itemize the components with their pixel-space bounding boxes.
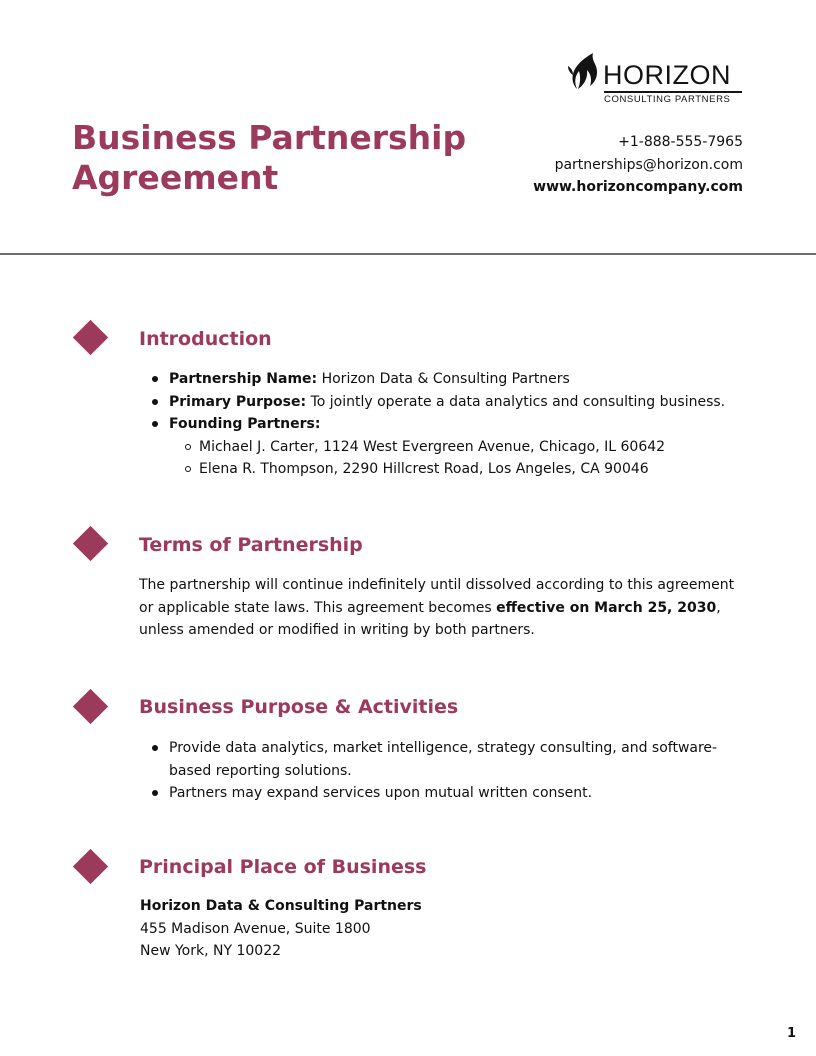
terms-paragraph: [139, 574, 737, 642]
introduction-list: [149, 368, 725, 481]
section-diamond-icon: [73, 849, 108, 884]
contact-phone: +1-888-555-7965: [618, 134, 743, 150]
business-purpose-list: [149, 737, 739, 805]
list-item: [149, 413, 725, 481]
address-street: 455 Madison Avenue, Suite 1800: [140, 920, 371, 937]
section-heading-introduction: Introduction: [139, 328, 272, 350]
flame-leaf-icon: [566, 52, 602, 92]
business-name: Horizon Data & Consulting Partners: [140, 898, 422, 914]
contact-block: [533, 131, 743, 199]
section-heading-business-purpose: Business Purpose & Activities: [139, 696, 459, 718]
list-item: Provide data analytics, market intelligence, strategy consulting, and software-based reporting solutions.: [149, 737, 739, 782]
primary-purpose-label: Primary Purpose:: [169, 393, 307, 410]
logo-underline: [604, 91, 742, 93]
founding-partners-list: [169, 436, 725, 481]
founding-partners-label: Founding Partners:: [169, 416, 321, 432]
page-number: 1: [787, 1026, 797, 1041]
logo-subtitle: CONSULTING PARTNERS: [604, 94, 731, 105]
partnership-name-label: Partnership Name:: [169, 371, 318, 387]
contact-email: partnerships@horizon.com: [554, 156, 743, 173]
founding-partner-item: Elena R. Thompson, 2290 Hillcrest Road, Los Angeles, CA 90046: [169, 458, 725, 481]
founding-partner-item: Michael J. Carter, 1124 West Evergreen Avenue, Chicago, IL 60642: [169, 436, 725, 459]
contact-website: www.horizoncompany.com: [533, 179, 743, 195]
document-title: Business Partnership Agreement: [72, 118, 467, 197]
section-heading-principal-place: Principal Place of Business: [139, 856, 427, 878]
section-diamond-icon: [73, 526, 108, 561]
company-logo: [566, 52, 744, 106]
terms-text-end: , unless amended or modified in writing by both partners.: [139, 599, 721, 638]
section-heading-terms: Terms of Partnership: [139, 534, 363, 556]
terms-effective-date: effective on March 25, 2030: [496, 599, 717, 616]
partnership-name-value: Horizon Data & Consulting Partners: [321, 371, 570, 387]
primary-purpose-value: To jointly operate a data analytics and consulting business.: [310, 393, 726, 410]
section-diamond-icon: [73, 689, 108, 724]
list-item: Partners may expand services upon mutual written consent.: [149, 782, 739, 805]
terms-text: The partnership will continue indefinitely until dissolved according to this agreement or applicable state laws. This agreement becomes: [139, 577, 735, 616]
logo-brand-name: HORIZON: [603, 60, 731, 90]
header-divider: [0, 253, 816, 255]
list-item: [149, 368, 725, 391]
address-city: New York, NY 10022: [140, 943, 282, 959]
business-address: [140, 895, 422, 963]
section-diamond-icon: [73, 320, 108, 355]
list-item: [149, 391, 725, 414]
